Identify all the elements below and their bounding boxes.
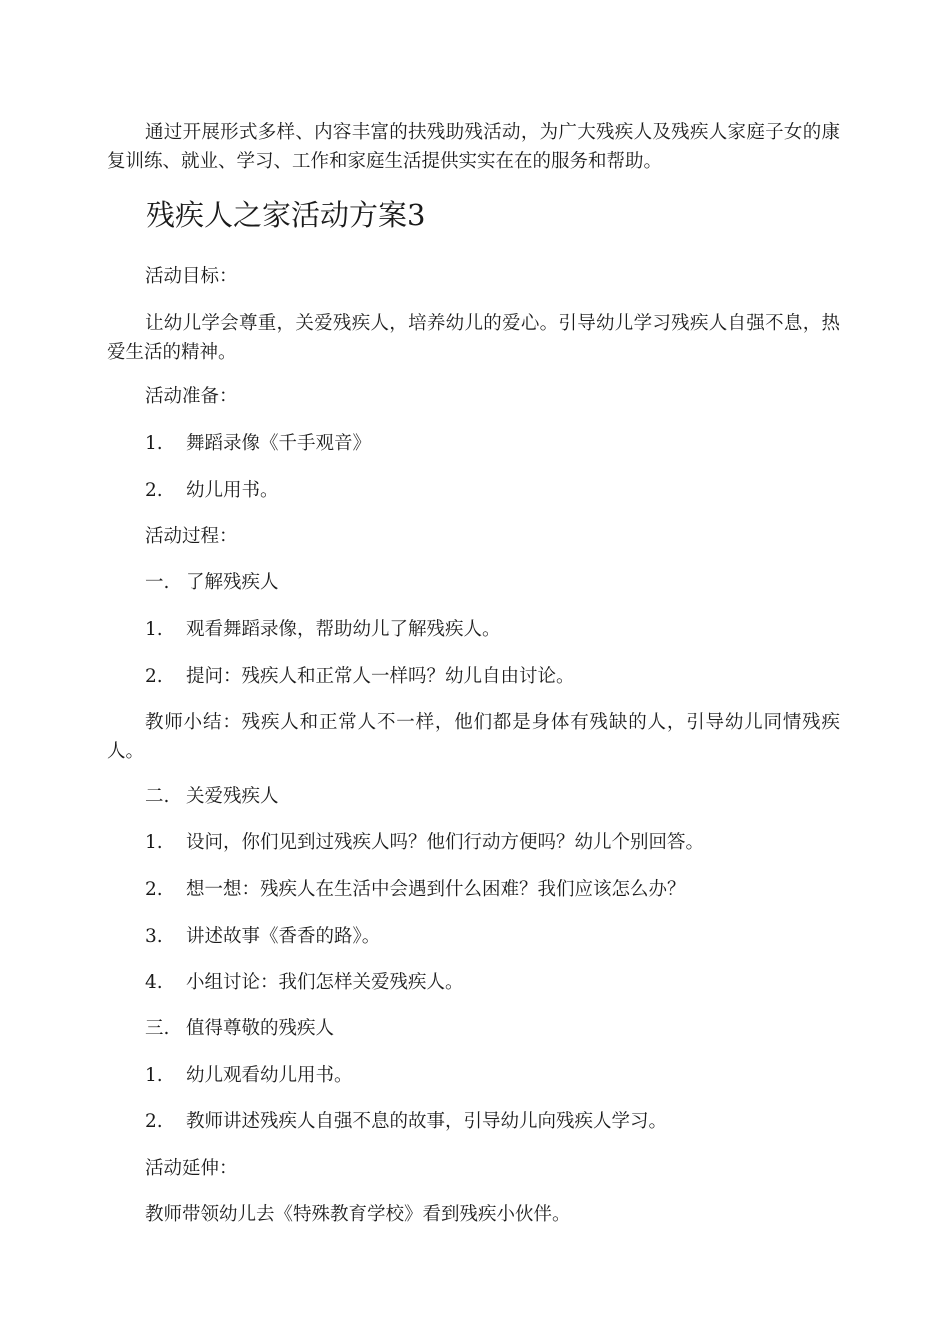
list-item-text: 提问：残疾人和正常人一样吗？幼儿自由讨论。 <box>186 666 575 687</box>
section-title: 关爱残疾人 <box>186 786 279 807</box>
list-item-text: 想一想：残疾人在生活中会遇到什么困难？我们应该怎么办？ <box>186 879 686 900</box>
extension-heading: 活动延伸： <box>145 1158 238 1179</box>
list-item <box>107 968 840 997</box>
section-number: 二. <box>145 786 170 807</box>
goal-heading: 活动目标： <box>145 266 238 287</box>
list-item-text: 设问，你们见到过残疾人吗？他们行动方便吗？幼儿个别回答。 <box>186 832 705 853</box>
list-item-text: 舞蹈录像《千手观音》 <box>186 433 372 454</box>
section-title: 了解残疾人 <box>186 572 279 593</box>
list-number: 1. <box>145 832 163 853</box>
prep-heading: 活动准备： <box>145 386 238 407</box>
list-item <box>107 1107 840 1136</box>
list-number: 2. <box>145 1111 163 1132</box>
list-item <box>107 828 840 857</box>
list-item-text: 讲述故事《香香的路》。 <box>186 926 381 947</box>
list-number: 1. <box>145 619 163 640</box>
intro-paragraph: 通过开展形式多样、内容丰富的扶残助残活动，为广大残疾人及残疾人家庭子女的康复训练、就业、学习、工作和家庭生活提供实实在在的服务和帮助。 <box>107 122 840 172</box>
list-item-text: 幼儿用书。 <box>186 480 279 501</box>
prep-item <box>107 476 840 505</box>
section-title: 值得尊敬的残疾人 <box>186 1018 335 1039</box>
list-item-text: 小组讨论：我们怎样关爱残疾人。 <box>186 972 464 993</box>
summary-paragraph: 教师小结：残疾人和正常人不一样，他们都是身体有残缺的人，引导幼儿同情残疾人。 <box>107 712 840 762</box>
document-title: 残疾人之家活动方案3 <box>146 198 426 232</box>
list-number: 2. <box>145 879 163 900</box>
section-number: 一. <box>145 572 170 593</box>
section-heading <box>107 1014 840 1043</box>
section-heading <box>107 782 840 811</box>
process-heading: 活动过程： <box>145 526 238 547</box>
list-number: 1. <box>145 1065 163 1086</box>
list-item-text: 教师讲述残疾人自强不息的故事，引导幼儿向残疾人学习。 <box>186 1111 668 1132</box>
list-item <box>107 875 840 904</box>
extension-paragraph: 教师带领幼儿去《特殊教育学校》看到残疾小伙伴。 <box>145 1204 571 1225</box>
list-item <box>107 922 840 951</box>
section-number: 三. <box>145 1018 170 1039</box>
list-number: 2. <box>145 480 163 501</box>
list-number: 3. <box>145 926 163 947</box>
list-item-text: 观看舞蹈录像，帮助幼儿了解残疾人。 <box>186 619 501 640</box>
list-item <box>107 615 840 644</box>
list-item <box>107 1061 840 1090</box>
list-number: 4. <box>145 972 163 993</box>
list-item <box>107 662 840 691</box>
list-number: 1. <box>145 433 163 454</box>
prep-item <box>107 429 840 458</box>
list-number: 2. <box>145 666 163 687</box>
section-heading <box>107 568 840 597</box>
list-item-text: 幼儿观看幼儿用书。 <box>186 1065 353 1086</box>
goal-paragraph: 让幼儿学会尊重，关爱残疾人，培养幼儿的爱心。引导幼儿学习残疾人自强不息，热爱生活的精神。 <box>107 313 840 363</box>
